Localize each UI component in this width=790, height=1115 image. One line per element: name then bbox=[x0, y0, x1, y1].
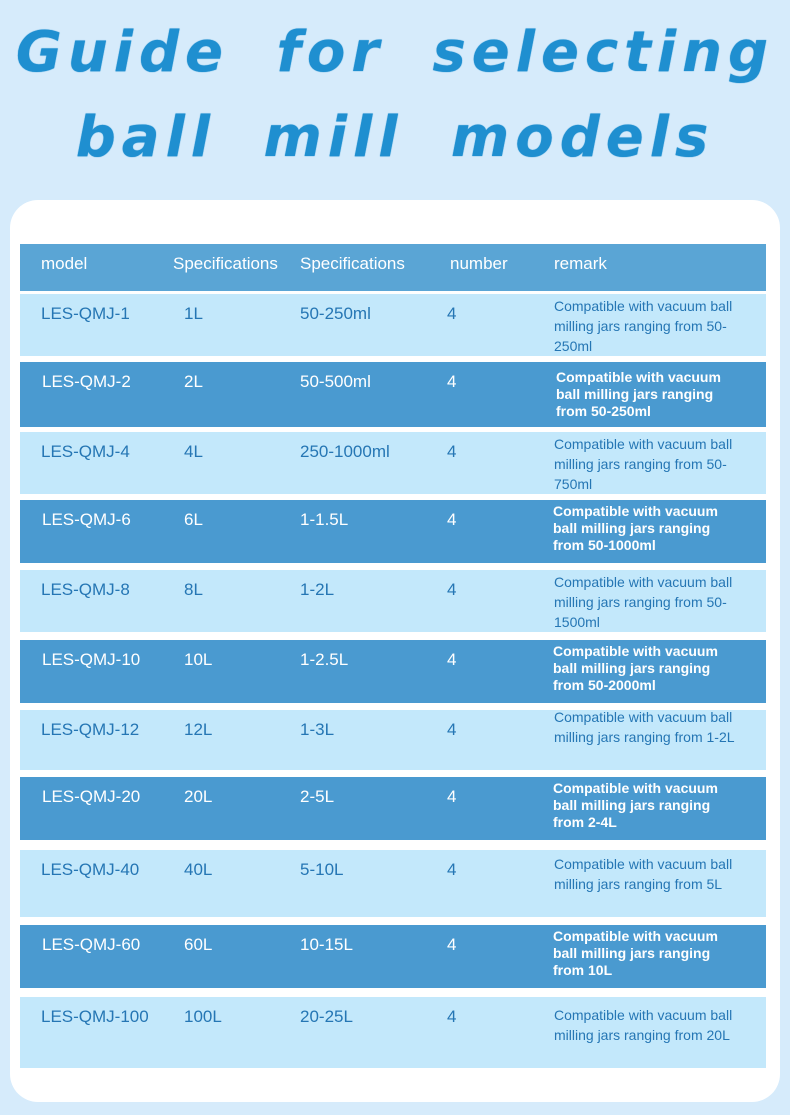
table-row bbox=[20, 710, 766, 770]
cell-model: LES-QMJ-6 bbox=[42, 510, 131, 529]
cell-capacity: 8L bbox=[184, 580, 203, 599]
cell-remark: Compatible with vacuum ball milling jars ranging from 50-1000ml bbox=[553, 503, 718, 553]
cell-remark: Compatible with vacuum ball milling jars ranging from 50-250ml bbox=[556, 369, 721, 419]
cell-capacity: 20L bbox=[184, 787, 213, 806]
cell-jar-range: 250-1000ml bbox=[300, 442, 390, 461]
cell-remark: Compatible with vacuum ball milling jars ranging from 2-4L bbox=[553, 780, 718, 830]
cell-model: LES-QMJ-8 bbox=[41, 580, 130, 599]
cell-capacity: 4L bbox=[184, 442, 203, 461]
table-row bbox=[20, 432, 766, 494]
cell-capacity: 6L bbox=[184, 510, 203, 529]
cell-remark: Compatible with vacuum ball milling jars ranging from 50-750ml bbox=[554, 436, 733, 492]
cell-number: 4 bbox=[447, 787, 457, 806]
cell-capacity: 1L bbox=[184, 304, 203, 323]
table-row bbox=[20, 362, 766, 427]
cell-jar-range: 50-250ml bbox=[300, 304, 371, 323]
cell-model: LES-QMJ-1 bbox=[41, 304, 130, 323]
table-row bbox=[20, 640, 766, 703]
cell-capacity: 10L bbox=[184, 650, 213, 669]
cell-remark: Compatible with vacuum ball milling jars ranging from 1-2L bbox=[554, 709, 735, 745]
cell-number: 4 bbox=[447, 1007, 457, 1026]
cell-jar-range: 1-2L bbox=[300, 580, 335, 599]
cell-number: 4 bbox=[447, 935, 457, 954]
page-title-line-2: ball mill models bbox=[75, 105, 715, 170]
table-row bbox=[20, 777, 766, 840]
cell-number: 4 bbox=[447, 720, 457, 739]
cell-jar-range: 1-3L bbox=[300, 720, 335, 739]
cell-model: LES-QMJ-10 bbox=[42, 650, 141, 669]
table-row bbox=[20, 997, 766, 1068]
table-row bbox=[20, 570, 766, 632]
cell-model: LES-QMJ-100 bbox=[41, 1007, 149, 1026]
cell-jar-range: 1-2.5L bbox=[300, 650, 349, 669]
cell-number: 4 bbox=[447, 304, 457, 323]
cell-jar-range: 5-10L bbox=[300, 860, 344, 879]
cell-remark: Compatible with vacuum ball milling jars ranging from 20L bbox=[554, 1007, 733, 1043]
cell-model: LES-QMJ-2 bbox=[42, 372, 131, 391]
table-row bbox=[20, 294, 766, 356]
header-jar-range: Specifications bbox=[300, 254, 405, 273]
cell-jar-range: 10-15L bbox=[300, 935, 353, 954]
cell-number: 4 bbox=[447, 580, 457, 599]
cell-jar-range: 2-5L bbox=[300, 787, 335, 806]
cell-number: 4 bbox=[447, 372, 457, 391]
cell-capacity: 100L bbox=[184, 1007, 222, 1026]
cell-capacity: 40L bbox=[184, 860, 213, 879]
cell-remark: Compatible with vacuum ball milling jars ranging from 50-2000ml bbox=[553, 643, 718, 693]
cell-model: LES-QMJ-60 bbox=[42, 935, 141, 954]
cell-jar-range: 20-25L bbox=[300, 1007, 353, 1026]
cell-number: 4 bbox=[447, 860, 457, 879]
cell-capacity: 12L bbox=[184, 720, 213, 739]
header-remark: remark bbox=[554, 254, 607, 273]
page-title-line-1: Guide for selecting bbox=[15, 20, 775, 85]
selection-table-card bbox=[10, 200, 780, 1102]
cell-capacity: 2L bbox=[184, 372, 203, 391]
header-capacity: Specifications bbox=[173, 254, 278, 273]
table-row bbox=[20, 500, 766, 563]
cell-capacity: 60L bbox=[184, 935, 213, 954]
cell-model: LES-QMJ-12 bbox=[41, 720, 140, 739]
cell-remark: Compatible with vacuum ball milling jars ranging from 50-250ml bbox=[554, 298, 733, 354]
table-row bbox=[20, 850, 766, 917]
cell-number: 4 bbox=[447, 442, 457, 461]
cell-model: LES-QMJ-4 bbox=[41, 442, 130, 461]
cell-jar-range: 50-500ml bbox=[300, 372, 371, 391]
table-header bbox=[20, 244, 766, 291]
cell-remark: Compatible with vacuum ball milling jars ranging from 5L bbox=[554, 856, 733, 892]
cell-jar-range: 1-1.5L bbox=[300, 510, 349, 529]
table-row bbox=[20, 925, 766, 988]
cell-number: 4 bbox=[447, 650, 457, 669]
cell-model: LES-QMJ-20 bbox=[42, 787, 141, 806]
header-model: model bbox=[41, 254, 88, 273]
cell-remark: Compatible with vacuum ball milling jars ranging from 50-1500ml bbox=[554, 574, 733, 630]
cell-model: LES-QMJ-40 bbox=[41, 860, 140, 879]
header-number: number bbox=[450, 254, 508, 273]
cell-number: 4 bbox=[447, 510, 457, 529]
cell-remark: Compatible with vacuum ball milling jars ranging from 10L bbox=[553, 928, 718, 978]
